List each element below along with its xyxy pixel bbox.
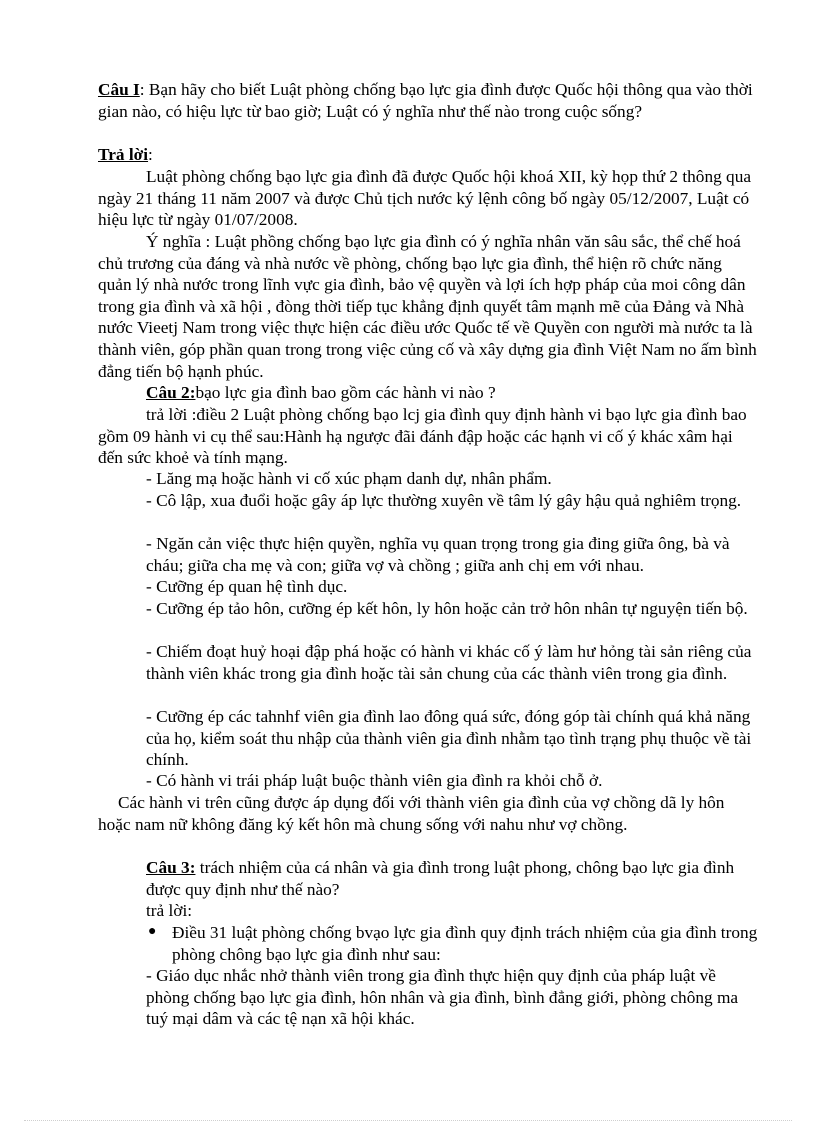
page-bottom-divider: [24, 1120, 792, 1121]
answer-1-paragraph-1: Luật phòng chống bạo lực gia đình đã được Quốc hội khoá XII, kỳ họp thứ 2 thông qua ngày 21 tháng 11 năm 2007 và được Chủ tịch nước ký lệnh công bố ngày 05/12/2007, Luật có hiệu lực từ ngày 01/07/2008.: [98, 167, 752, 230]
question-3: [146, 857, 758, 900]
list-item: - Ngăn cản việc thực hiện quyền, nghĩa vụ quan trọng trong gia đing giữa ông, bà và cháu; giữa cha mẹ và con; giữa vợ và chồng ; giữa anh chị em với nhau.: [146, 534, 730, 575]
answer-1-label: Trả lời:: [98, 145, 153, 164]
list-item: - Cưỡng ép các tahnhf viên gia đình lao đông quá sức, đóng góp tài chính quá khả năng của họ, kiểm soát thu nhập của thành viên gia đình nhằm tạo tình trạng phụ thuộc về tài chính.: [146, 707, 752, 770]
bullet-icon: ●: [148, 924, 157, 939]
list-item: - Có hành vi trái pháp luật buộc thành viên gia đình ra khỏi chỗ ở.: [146, 771, 603, 790]
question-1-text: : Bạn hãy cho biết Luật phòng chống bạo lực gia đình được Quốc hội thông qua vào thời gian nào, có hiệu lực từ bao giờ; Luật có ý nghĩa như thế nào trong cuộc sống?: [98, 80, 753, 121]
answer-3-item: - Giáo dục nhắc nhở thành viên trong gia đình thực hiện quy định của pháp luật về phòng chống bạo lực gia đình, hôn nhân và gia đình, bình đẳng giới, phòng chông ma tuý mại dâm và các tệ nạn xã hội khác.: [146, 966, 739, 1029]
list-item: - Cưỡng ép quan hệ tình dục.: [146, 577, 348, 596]
answer-3-label: trả lời:: [146, 901, 193, 920]
list-item: - Lăng mạ hoặc hành vi cố xúc phạm danh dự, nhân phẩm.: [146, 469, 552, 488]
list-item: - Cô lập, xua đuổi hoặc gây áp lực thường xuyên về tâm lý gây hậu quả nghiêm trọng.: [146, 491, 742, 510]
question-2-text: bạo lực gia đình bao gồm các hành vi nào ?: [195, 383, 496, 402]
answer-2-closing: Các hành vi trên cũng được áp dụng đối với thành viên gia đình của vợ chồng dã ly hôn hoặc nam nữ không đăng ký kết hôn mà chung sống với nahu như vợ chồng.: [98, 793, 725, 834]
question-3-heading: Câu 3:: [146, 858, 196, 877]
question-1: [98, 79, 758, 122]
question-1-heading: Câu I: [98, 80, 140, 99]
list-item: - Chiếm đoạt huỷ hoại đập phá hoặc có hành vi khác cố ý làm hư hỏng tài sản riêng của thành viên khác trong gia đình hoặc tài sản chung của các thành viên trong gia đình.: [146, 642, 752, 683]
answer-3-bullet: Điều 31 luật phòng chống bvạo lực gia đình quy định trách nhiệm của gia đình trong phòng chông bạo lực gia đình như sau:: [172, 923, 758, 964]
answer-1-paragraph-2: Ý nghĩa : Luật phồng chống bạo lực gia đình có ý nghĩa nhân văn sâu sắc, thể chế hoá chủ trương của đáng và nhà nước về phòng, chống bạo lực gia đình, thể hiện rõ chức năng quản lý nhà nước trong lĩnh vực gia đình, bảo vệ quyền và lợi ích hợp pháp của moi công dân trong gia đình và xã hội , đòng thời tiếp tục khẳng định quyết tâm mạnh mẽ của Đảng và Nhà nước Vieetj Nam trong việc thực hiện các điều ước Quốc tế về Quyền con người mà nước ta là thành viên, góp phần quan trong trong việc củng cố và xây dựng gia đình Việt Nam no ấm bình đẳng tiến bộ hạnh phúc.: [98, 232, 757, 381]
question-3-text: trách nhiệm của cá nhân và gia đình trong luật phong, chông bạo lực gia đình được quy định như thế nào?: [146, 858, 735, 899]
question-2: [98, 382, 758, 404]
question-2-heading: Câu 2:: [146, 383, 196, 402]
answer-2-intro: trả lời :điều 2 Luật phòng chống bạo lcj gia đình quy định hành vi bạo lực gia đình bao gồm 09 hành vi cụ thể sau:Hành hạ ngược đãi đánh đập hoặc các hạnh vi cố ý khác xâm hại đến sức khoẻ và tính mạng.: [98, 405, 747, 468]
answer-1-heading: Trả lời: [98, 145, 149, 164]
list-item: - Cưỡng ép tảo hôn, cưỡng ép kết hôn, ly hôn hoặc cản trở hôn nhân tự nguyện tiến bộ.: [146, 599, 748, 618]
